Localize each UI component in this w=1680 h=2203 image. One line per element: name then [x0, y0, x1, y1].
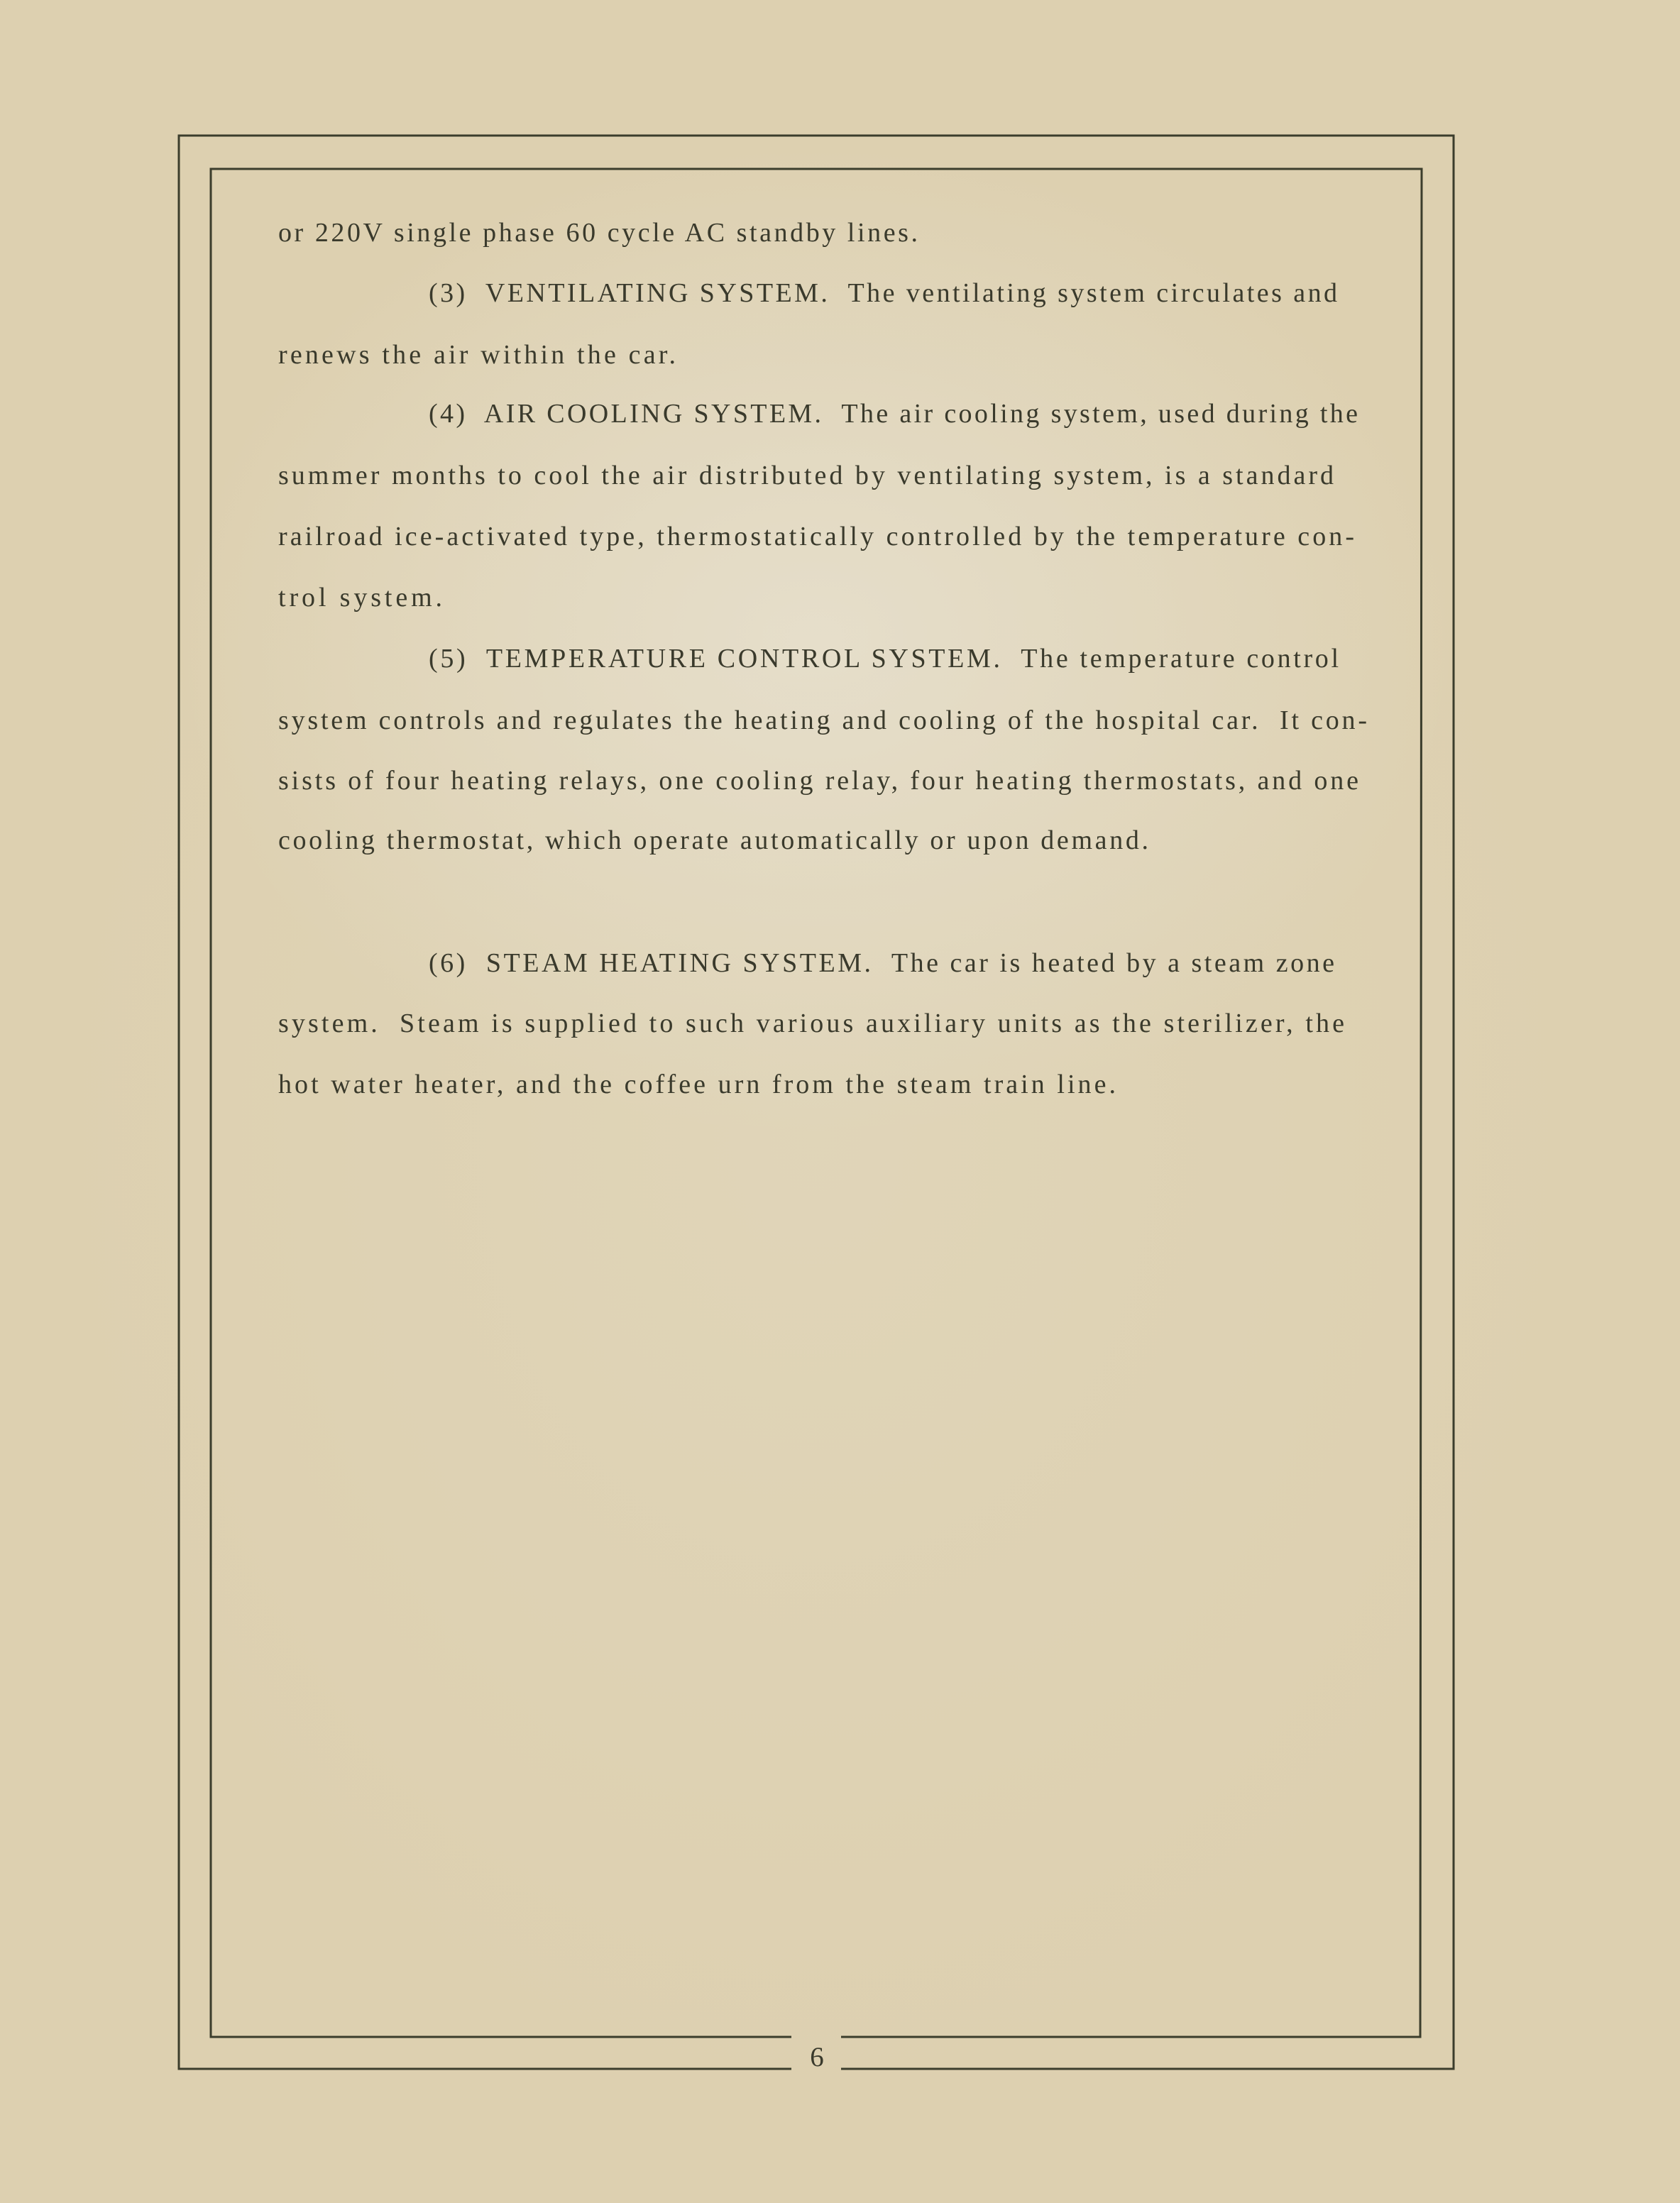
- body-text: [278, 218, 1367, 1099]
- section-heading-line: (6) STEAM HEATING SYSTEM. The car is heated by a steam zone: [429, 948, 1334, 978]
- text-line: sists of four heating relays, one cooling relay, four heating thermostats, and one: [278, 766, 1358, 796]
- inner-frame-left-top-right: [211, 169, 1422, 2037]
- text-line: trol system.: [278, 583, 442, 612]
- text-line: cooling thermostat, which operate automatically or upon demand.: [278, 825, 1149, 855]
- section-heading-line: (3) VENTILATING SYSTEM. The ventilating system circulates and: [429, 278, 1337, 308]
- text-line: summer months to cool the air distributed by ventilating system, is a standard: [278, 461, 1334, 490]
- text-line: system controls and regulates the heating and cooling of the hospital car. It con-: [278, 705, 1368, 735]
- text-line: system. Steam is supplied to such various auxiliary units as the sterilizer, the: [278, 1009, 1345, 1038]
- text-line: or 220V single phase 60 cycle AC standby lines.: [278, 218, 918, 248]
- inner-frame: [211, 169, 1422, 2037]
- section-heading-line: (4) AIR COOLING SYSTEM. The air cooling system, used during the: [429, 399, 1358, 429]
- section-heading-line: (5) TEMPERATURE CONTROL SYSTEM. The temperature control: [429, 644, 1339, 674]
- page-number: 6: [810, 2042, 824, 2072]
- text-line: hot water heater, and the coffee urn from the steam train line.: [278, 1070, 1116, 1099]
- text-line: railroad ice-activated type, thermostatically controlled by the temperature con-: [278, 522, 1354, 551]
- text-line: renews the air within the car.: [278, 340, 676, 370]
